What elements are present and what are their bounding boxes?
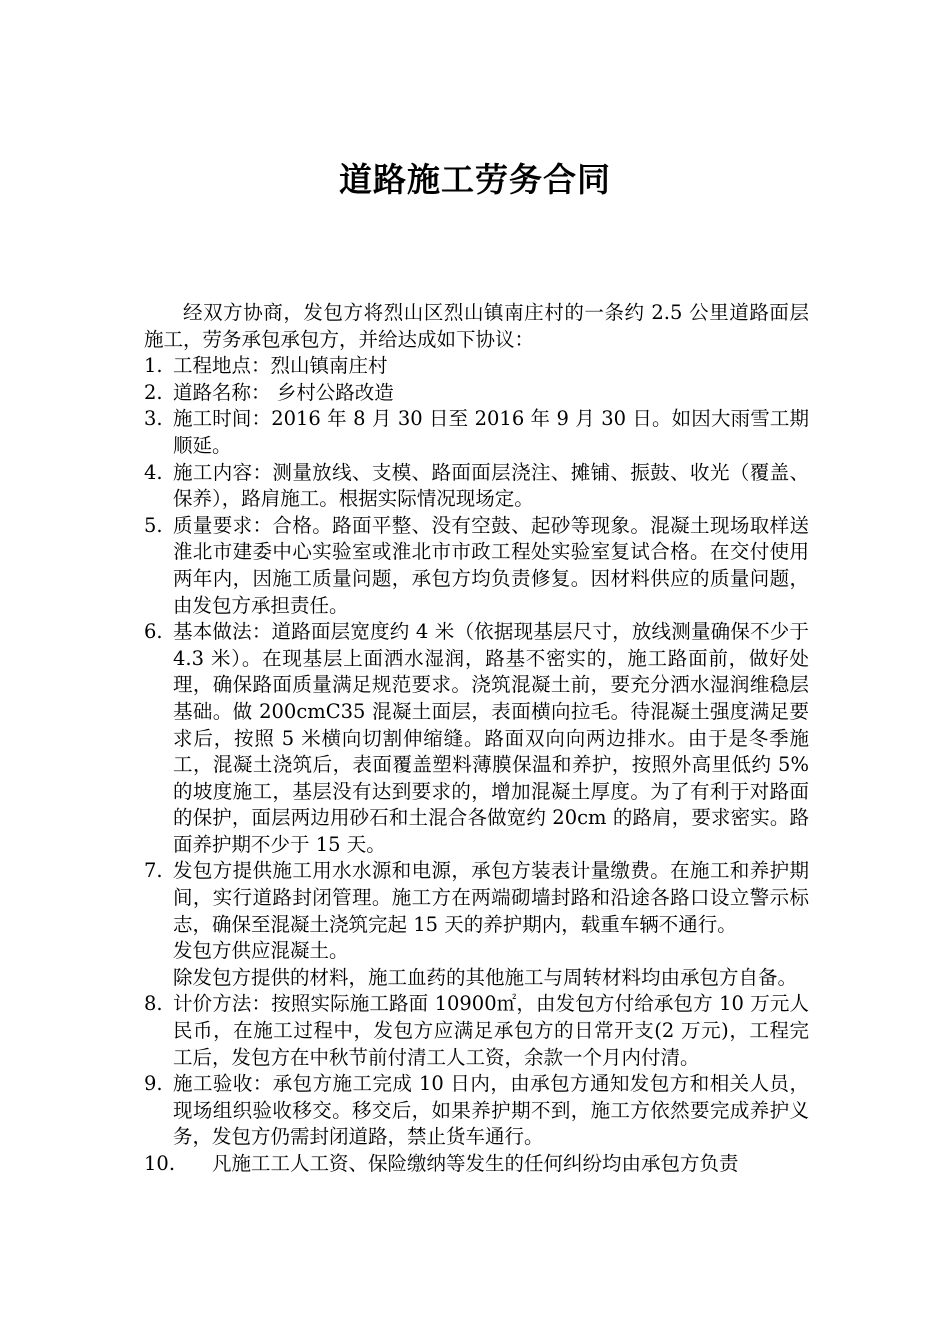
clause-number: 3. — [144, 407, 163, 431]
clause-number: 5. — [144, 513, 163, 537]
clause-number: 1. — [144, 354, 163, 378]
clause-item — [144, 406, 809, 459]
clause-text: 基本做法：道路面层宽度约 4 米（依据现基层尺寸，放线测量确保不少于 4.3 米）。在现基层上面洒水湿润，路基不密实的，施工路面前，做好处理，确保路面质量满足规范要求。浇筑混凝土前，要充分洒水湿润维稳层基础。做 200cmC35 混凝土面层，表面横向拉毛。待混凝土强度满足要求后，按照 5 米横向切割伸缩缝。路面双向向两边排水。由于是冬季施工，混凝土浇筑后，表面覆盖塑料薄膜保温和养护，按照外高里低约 5%的坡度施工，基层没有达到要求的，增加混凝土厚度。为了有利于对路面的保护，面层两边用砂石和土混合各做宽约 20cm 的路肩，要求密实。路面养护期不少于 15 天。 — [173, 620, 809, 856]
clause-item — [144, 991, 809, 1071]
document-body — [144, 300, 809, 1178]
clause-text: 施工时间：2016 年 8 月 30 日至 2016 年 9 月 30 日。如因大雨雪工期顺延。 — [173, 407, 809, 457]
clause-number: 2. — [144, 380, 163, 404]
clause-text: 发包方提供施工用水水源和电源，承包方装表计量缴费。在施工和养护期间，实行道路封闭管理。施工方在两端砌墙封路和沿途各路口设立警示标志，确保至混凝土浇筑完起 15 天的养护期内，载重车辆不通行。 — [173, 859, 809, 936]
clause-item — [144, 1071, 809, 1151]
clause-item — [144, 380, 809, 407]
clause-text: 计价方法：按照实际施工路面 10900㎡，由发包方付给承包方 10 万元人民币，在施工过程中，发包方应满足承包方的日常开支(2 万元)，工程完工后，发包方在中秋节前付清工人工资，余款一个月内付清。 — [173, 992, 809, 1069]
clause-item — [144, 619, 809, 858]
clause-item — [144, 513, 809, 619]
document-title: 道路施工劳务合同 — [339, 160, 611, 199]
clause-number: 9. — [144, 1072, 163, 1096]
clause-number: 4. — [144, 460, 163, 484]
clause-text: 工程地点：烈山镇南庄村 — [173, 354, 388, 378]
clause-number: 6. — [144, 620, 163, 644]
clause-item — [144, 353, 809, 380]
clause-text: 施工验收：承包方施工完成 10 日内，由承包方通知发包方和相关人员，现场组织验收移交。移交后，如果养护期不到，施工方依然要完成养护义务，发包方仍需封闭道路，禁止货车通行。 — [173, 1072, 809, 1149]
intro-paragraph: 经双方协商，发包方将烈山区烈山镇南庄村的一条约 2.5 公里道路面层施工，劳务承包承包方，并给达成如下协议： — [144, 301, 809, 351]
clause-text: 道路名称： 乡村公路改造 — [173, 380, 394, 404]
clause-subparagraph: 发包方供应混凝土。 — [173, 939, 349, 963]
clause-subparagraph: 除发包方提供的材料，施工血药的其他施工与周转材料均由承包方自备。 — [173, 965, 798, 989]
clause-item — [144, 460, 809, 513]
clause-item — [144, 1151, 809, 1178]
clause-text: 施工内容：测量放线、支模、路面面层浇注、摊铺、振鼓、收光（覆盖、保养），路肩施工。根据实际情况现场定。 — [173, 460, 809, 511]
clause-item — [144, 858, 809, 991]
clause-number: 7. — [144, 859, 163, 883]
clause-number: 8. — [144, 992, 163, 1016]
clause-text: 质量要求：合格。路面平整、没有空鼓、起砂等现象。混凝土现场取样送淮北市建委中心实验室或淮北市市政工程处实验室复试合格。在交付使用两年内，因施工质量问题，承包方均负责修复。因材料供应的质量问题，由发包方承担责任。 — [173, 513, 809, 617]
clause-number: 10. — [144, 1152, 176, 1175]
clause-text: 凡施工工人工资、保险缴纳等发生的任何纠纷均由承包方负责 — [212, 1152, 739, 1175]
